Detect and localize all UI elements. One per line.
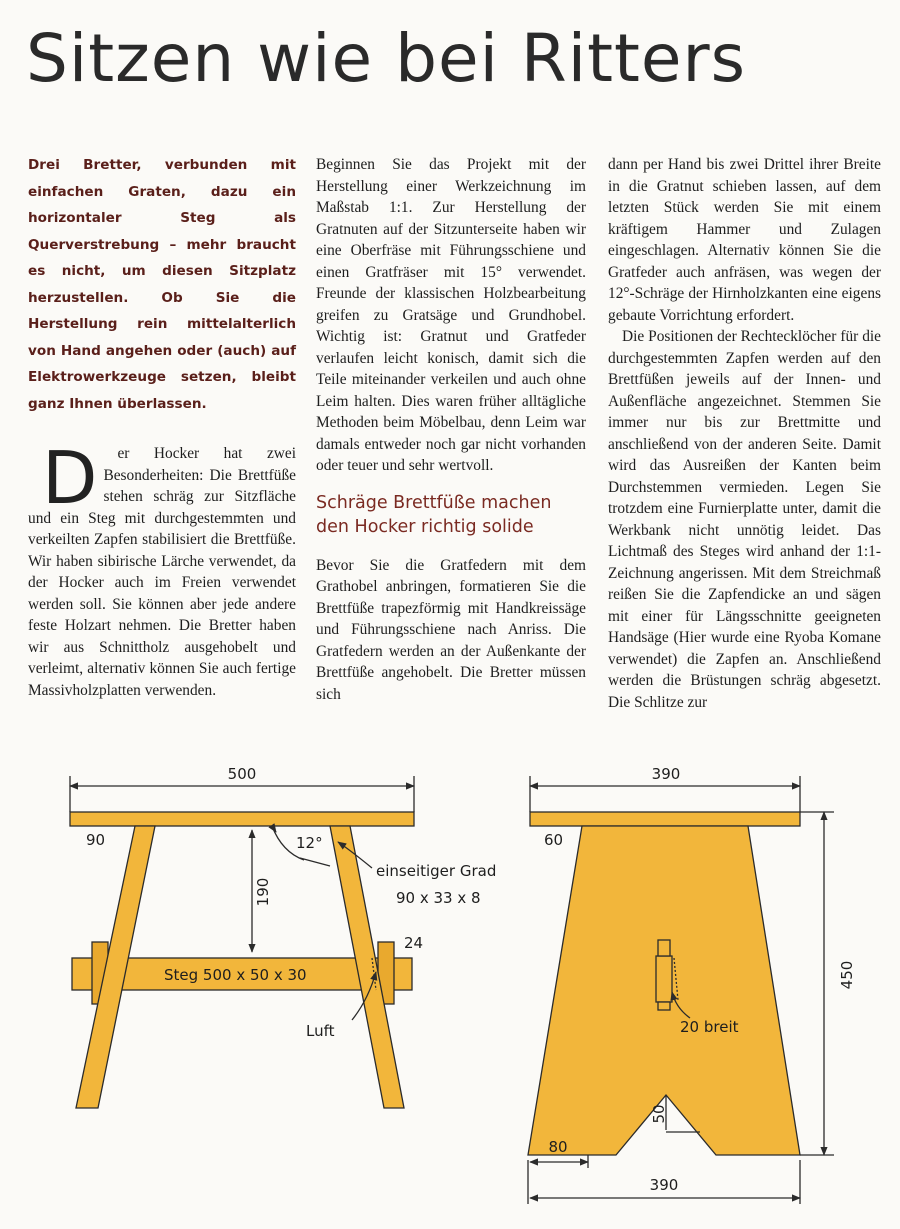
label-joint-dims: 90 x 33 x 8: [396, 889, 481, 907]
drop-cap: D: [42, 436, 98, 520]
lead-paragraph: Drei Bretter, verbunden mit einfachen Graten, dazu ein horizontaler Steg als Querverstrebung – mehr braucht es nicht, um diesen Sitzplatz herzustellen. Ob Sie die Herstellung rein mittelalterlich von Hand angehen oder (auch) auf Elektrowerkzeuge setzen, bleibt ganz Ihnen überlassen.: [28, 157, 296, 412]
column-1: [28, 152, 296, 701]
dim-front-bottom-width: 390: [649, 1176, 679, 1194]
dim-peg: 24: [404, 934, 424, 952]
dim-height: 190: [254, 877, 272, 907]
dim-foot-width: 80: [548, 1138, 568, 1156]
body-paragraph: dann per Hand bis zwei Drittel ihrer Breite in die Gratnut schieben lassen, auf dem letzten Stück werden Sie mit einem kräftigem Hammer und Zulagen eingeschlagen. Alternativ können Sie die Gratfeder auch anfräsen, was wegen der 12°-Schräge der Hirnholzkanten eine eigens gebaute Vorrichtung erfordert.: [608, 156, 881, 324]
label-joint: einseitiger Grad: [376, 862, 497, 880]
dim-front-top-width: 390: [651, 765, 681, 783]
label-mortise: 20 breit: [680, 1018, 739, 1036]
body-paragraph-intro: D er Hocker hat zwei Besonderheiten: Die Brettfüße stehen schräg zur Sitzfläche und ein Steg mit durchgestemmten und verkeilten Zapfen stabilisiert die Brettfüße. Wir haben sibirische Lärche verwendet, da der Hocker auch im Freien verwendet werden soll. Sie können aber jede andere feste Holzart nehmen. Die Bretter haben wir aus Schnittholz ausgehobelt und verleimt, alternativ können Sie auch fertige Massivholzplatten verwenden.: [28, 436, 296, 699]
body-paragraph: Bevor Sie die Gratfedern mit dem Grathobel anbringen, formatieren Sie die Brettfüße trapezförmig mit Handkreissäge und Führungsschiene nach Anriss. Die Gratfedern werden an der Außenkante der Brettfüße angehobelt. Die Bretter müssen sich: [316, 556, 586, 703]
article-title: Sitzen wie bei Ritters: [26, 20, 746, 97]
front-view-drawing: [528, 776, 834, 1204]
body-paragraph: Beginnen Sie das Projekt mit der Herstellung einer Werkzeichnung im Maßstab 1:1. Zur Herstellung der Gratnuten auf der Sitzunterseite haben wir eine Oberfräse mit Führungsschiene und einen Gratfräser mit 15° verwendet. Freunde der klassischen Holzbearbeitung greifen zu Gratsäge und Grundhobel. Wichtig ist: Gratnut und Gratfeder verlaufen leicht konisch, damit sich die Teile miteinander verkeilen und auch ohne Leim halten. Dies waren früher alltägliche Methoden beim Möbelbau, denn Leim war damals entweder noch gar nicht vorhanden oder teuer und sehr wertvoll.: [316, 156, 586, 474]
side-view-drawing: [70, 776, 414, 1108]
dim-top-width: 500: [227, 765, 257, 783]
dim-left-offset: 90: [86, 831, 106, 849]
stool-technical-drawing: [0, 680, 900, 1229]
dim-front-height: 450: [838, 960, 856, 990]
dim-front-inset: 60: [544, 831, 564, 849]
label-gap: Luft: [306, 1022, 335, 1040]
body-paragraph: Die Positionen der Rechtecklöcher für die durchgestemmten Zapfen werden auf den Brettfüßen jeweils auf der Innen- und Außenfläche angezeichnet. Stemmen Sie immer nur bis zur Brettmitte und anschließend von der anderen Seite. Damit wird das Ausreißen der Kanten beim Durchstemmen vermieden. Legen Sie trotzdem eine Furnierplatte unter, damit die Werkbank nicht unnötig leidet. Das Lichtmaß des Steges wird anhand der 1:1-Zeichnung angerissen. Mit dem Streichmaß reißen Sie die Zapfendicke an und sägen mit einer für Längsschnitte geeigneten Handsäge (Hier wurde eine Ryoba Komane verwendet) die Zapfen an. Anschließend werden die Brüstungen schräg abgesetzt. Die Schlitze zur: [608, 328, 881, 711]
dim-notch-height: 50: [650, 1104, 668, 1124]
label-rail: Steg 500 x 50 x 30: [164, 966, 307, 984]
column-3: [608, 154, 881, 713]
section-subheading: Schräge Brettfüße machen den Hocker richtig solide: [316, 492, 552, 537]
column-2: [316, 154, 586, 705]
dim-angle: 12°: [296, 834, 323, 852]
